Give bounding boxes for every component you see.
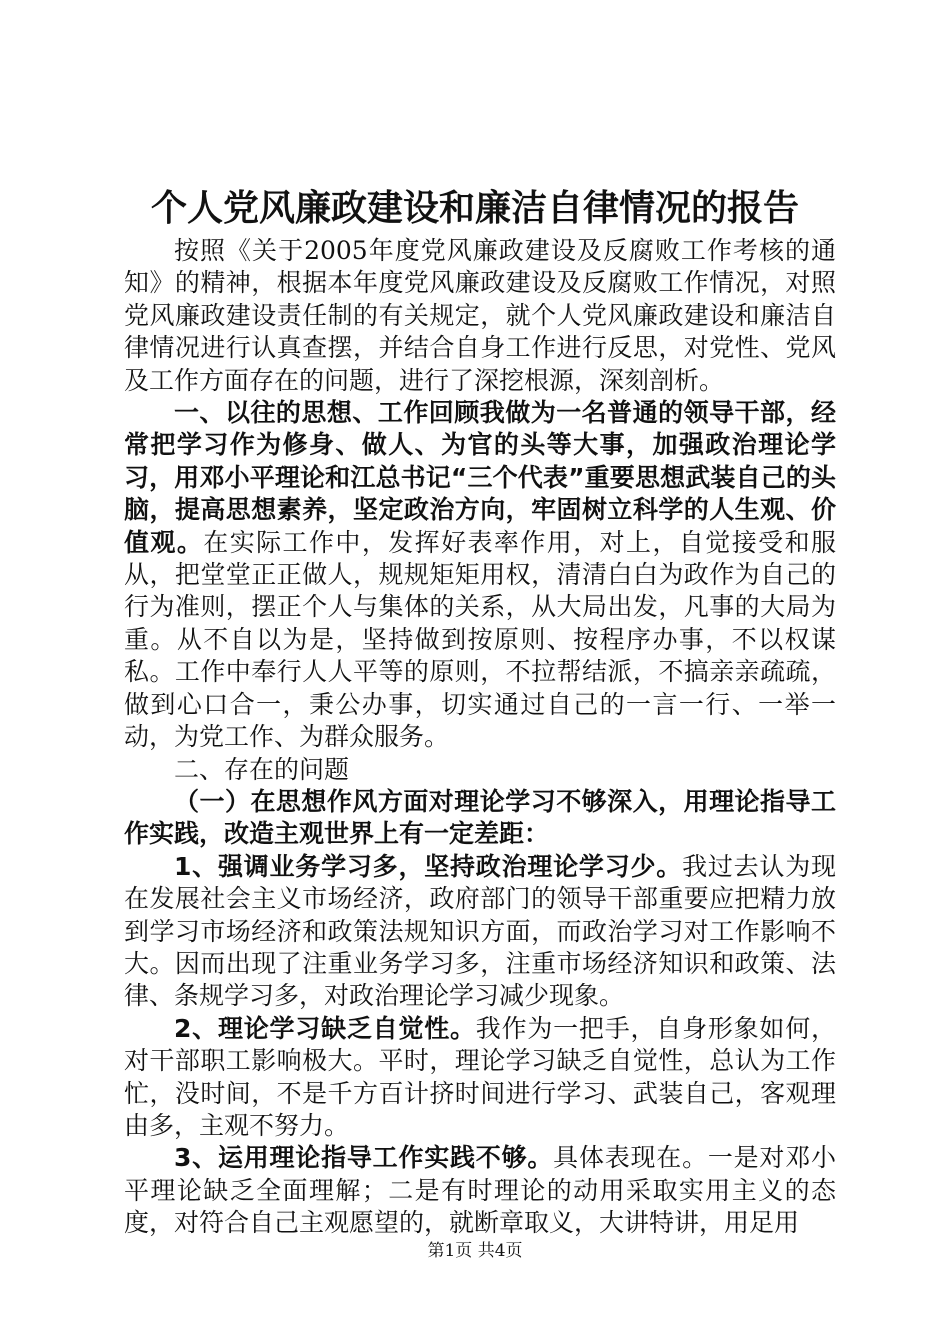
item-1-heading: 1、强调业务学习多，坚持政治理论学习少。 — [174, 851, 683, 881]
item-1-paragraph — [124, 851, 836, 1013]
section-2-subheading-text: （一）在思想作风方面对理论学习不够深入，用理论指导工作实践，改造主观世界上有一定差距： — [124, 786, 836, 849]
item-3-paragraph — [124, 1142, 836, 1239]
item-1-body: 我过去认为现在发展社会主义市场经济，政府部门的领导干部重要应把精力放到学习市场经济和政策法规知识方面，而政治学习对工作影响不大。因而出现了注重业务学习多，注重市场经济知识和政策、法律、条规学习多，对政治理论学习减少现象。 — [124, 851, 836, 1011]
section-1-paragraph — [124, 397, 836, 753]
section-1-body: 在实际工作中，发挥好表率作用，对上，自觉接受和服从，把堂堂正正做人，规规矩矩用权，清清白白为政作为自己的行为准则，摆正个人与集体的关系，从大局出发，凡事的大局为重。从不自以为是，坚持做到按原则、按程序办事，不以权谋私。工作中奉行人人平等的原则，不拉帮结派，不搞亲亲疏疏，做到心口合一，秉公办事，切实通过自己的一言一行、一举一动，为党工作、为群众服务。 — [124, 527, 836, 752]
page-footer: 第1页 共4页 — [427, 1241, 523, 1261]
intro-paragraph: 按照《关于2005年度党风廉政建设及反腐败工作考核的通知》的精神，根据本年度党风廉政建设及反腐败工作情况，对照党风廉政建设责任制的有关规定，就个人党风廉政建设和廉洁自律情况进行认真查摆，并结合自身工作进行反思，对党性、党风及工作方面存在的问题，进行了深挖根源，深刻剖析。 — [124, 236, 836, 395]
section-1-heading: 一、以往的思想、工作回顾我做为一名普通的领导干部，经常把学习作为修身、做人、为官的头等大事，加强政治理论学习，用邓小平理论和江总书记“三个代表”重要思想武装自己的头脑，提高思想素养，坚定政治方向，牢固树立科学的人生观、价值观。 — [124, 398, 836, 557]
document-body — [124, 235, 836, 1240]
item-3-body: 具体表现在。一是对邓小平理论缺乏全面理解；二是有时理论的动用采取实用主义的态度，对符合自己主观愿望的，就断章取义，大讲特讲，用足用 — [124, 1143, 836, 1238]
item-3-heading: 3、运用理论指导工作实践不够。 — [174, 1143, 554, 1173]
item-2-paragraph — [124, 1013, 836, 1143]
document-title: 个人党风廉政建设和廉洁自律情况的报告 — [150, 187, 799, 229]
item-2-heading: 2、理论学习缺乏自觉性。 — [174, 1013, 476, 1043]
section-2-subheading — [124, 786, 836, 851]
item-2-body: 我作为一把手，自身形象如何，对干部职工影响极大。平时，理论学习缺乏自觉性，总认为工作忙，没时间，不是千方百计挤时间进行学习、武装自己，客观理由多，主观不努力。 — [124, 1013, 836, 1140]
section-2-heading: 二、存在的问题 — [174, 754, 350, 784]
